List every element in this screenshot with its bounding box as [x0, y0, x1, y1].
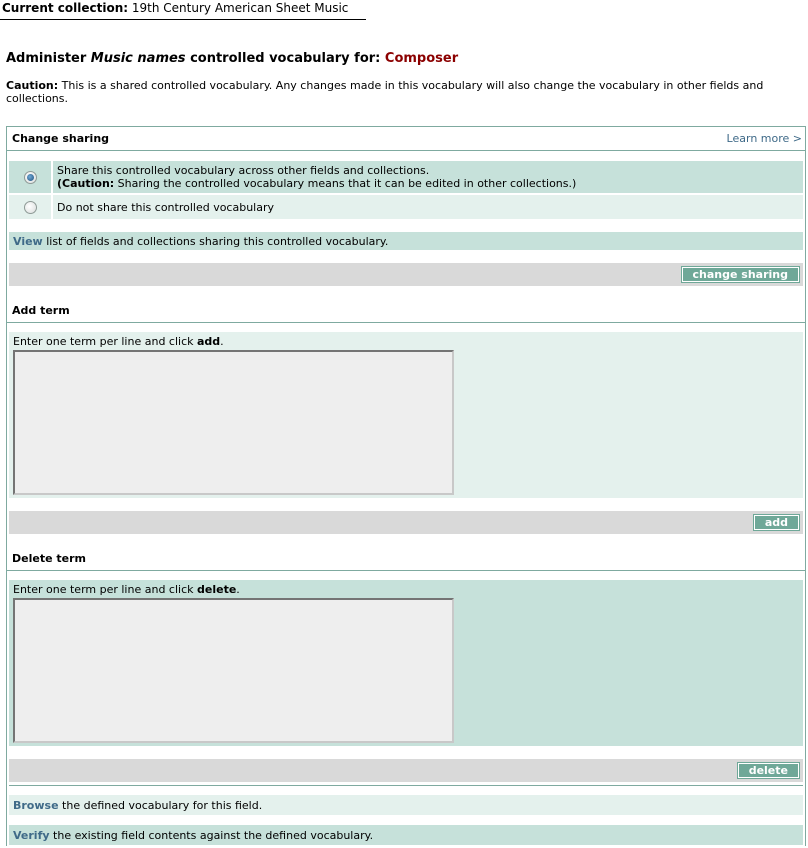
- share-radio[interactable]: [24, 171, 37, 184]
- instr-post: .: [236, 583, 240, 596]
- instr-post: .: [220, 335, 224, 348]
- share-option-label: Share this controlled vocabulary across other fields and collections.: [57, 164, 430, 177]
- noshare-option-label: Do not share this controlled vocabulary: [57, 201, 275, 214]
- add-term-header: [7, 299, 805, 323]
- add-term-bar: [9, 511, 803, 534]
- caution-label: Caution:: [6, 79, 59, 92]
- delete-button[interactable]: delete: [738, 763, 799, 778]
- change-sharing-title: Change sharing: [12, 132, 110, 145]
- add-term-textarea[interactable]: [13, 350, 454, 495]
- share-option-caution: [57, 177, 576, 190]
- title-field-name: Composer: [384, 51, 459, 66]
- noshare-radio[interactable]: [24, 201, 37, 214]
- add-term-instructions: [13, 335, 224, 348]
- instr-text: Enter one term per line and click: [13, 583, 194, 596]
- browse-description: the defined vocabulary for this field.: [62, 799, 263, 812]
- delete-term-bar: [9, 759, 803, 782]
- instr-action: add: [197, 335, 221, 348]
- verify-description: the existing field contents against the defined vocabulary.: [53, 829, 374, 842]
- instr-action: delete: [197, 583, 237, 596]
- delete-term-textarea[interactable]: [13, 598, 454, 743]
- view-link[interactable]: View: [13, 235, 43, 248]
- radio-cell: [9, 161, 53, 193]
- add-button[interactable]: add: [754, 515, 799, 530]
- noshare-option-row[interactable]: [9, 195, 803, 219]
- change-sharing-bar: [9, 263, 803, 286]
- title-prefix: Administer: [6, 51, 87, 66]
- browse-row: [9, 795, 803, 815]
- view-link-description: list of fields and collections sharing this controlled vocabulary.: [46, 235, 389, 248]
- radio-cell: [9, 195, 53, 219]
- verify-link[interactable]: Verify: [13, 829, 50, 842]
- caution-note: [6, 79, 796, 105]
- browse-link[interactable]: Browse: [13, 799, 59, 812]
- caution-text: This is a shared controlled vocabulary. Any changes made in this vocabulary will also change the vocabulary in other fields and collections.: [6, 79, 764, 105]
- current-collection-label: Current collection:: [2, 1, 129, 15]
- change-sharing-button[interactable]: change sharing: [682, 267, 799, 282]
- verify-text: [13, 829, 373, 842]
- view-sharing-text: [13, 235, 388, 248]
- change-sharing-header: [7, 127, 805, 151]
- title-middle: controlled vocabulary for:: [190, 51, 381, 66]
- learn-more-link[interactable]: Learn more >: [726, 132, 802, 145]
- share-caution-label: (Caution:: [57, 177, 115, 190]
- verify-row: [9, 825, 803, 845]
- delete-term-body: [9, 580, 803, 746]
- share-option-text: [57, 164, 576, 190]
- add-term-title: Add term: [12, 304, 70, 317]
- radio-selected-dot: [27, 174, 34, 181]
- share-caution-text: Sharing the controlled vocabulary means that it can be edited in other collections.): [117, 177, 577, 190]
- browse-text: [13, 799, 262, 812]
- share-option-row[interactable]: [9, 161, 803, 193]
- title-vocab-name: Music names: [90, 51, 186, 66]
- delete-term-title: Delete term: [12, 552, 86, 565]
- view-sharing-row: [9, 232, 803, 250]
- add-term-body: [9, 332, 803, 498]
- current-collection-value: 19th Century American Sheet Music: [131, 1, 349, 15]
- current-collection: [0, 0, 366, 20]
- page-title: [6, 50, 458, 68]
- vocabulary-panel: [6, 126, 806, 846]
- instr-text: Enter one term per line and click: [13, 335, 194, 348]
- delete-term-instructions: [13, 583, 240, 596]
- delete-term-header: [7, 547, 805, 571]
- divider: [9, 785, 803, 786]
